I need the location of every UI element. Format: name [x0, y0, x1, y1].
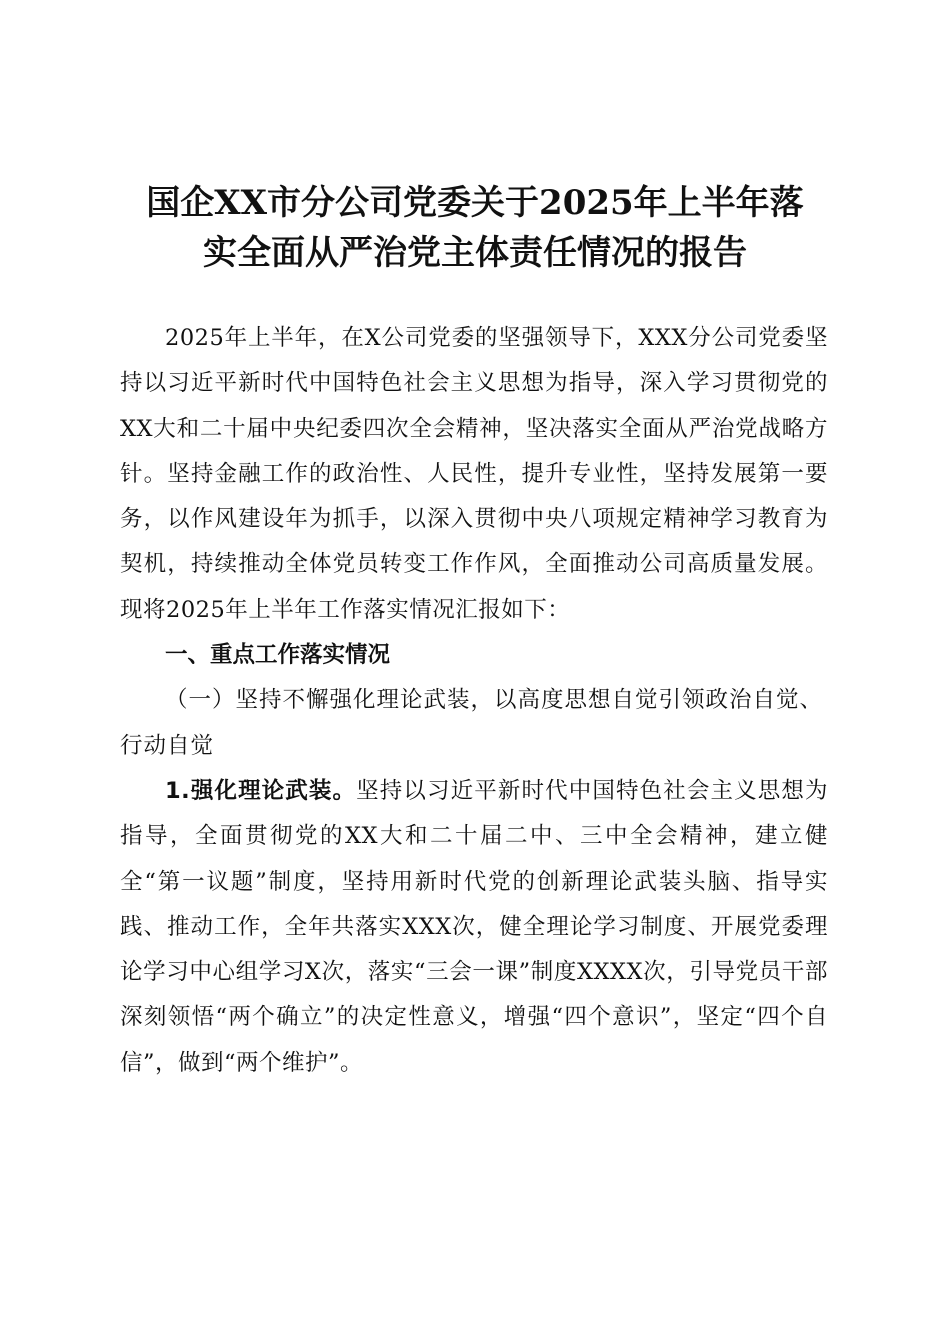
title-line-2: 实全面从严治党主体责任情况的报告 [203, 233, 747, 273]
title-line-1: 国企XX市分公司党委关于2025年上半年落 [146, 183, 804, 223]
section-heading-1: 一、重点工作落实情况 [165, 642, 391, 669]
document-body [120, 316, 828, 1086]
item-1-paragraph [120, 769, 828, 1086]
item-1-text: 坚持以习近平新时代中国特色社会主义思想为指导，全面贯彻党的XX大和二十届二中、三中全会精神，建立健全“第一议题”制度，坚持用新时代党的创新理论武装头脑、指导实践、推动工作，全年共落实XXX次，健全理论学习制度、开展党委理论学习中心组学习X次，落实“三会一课”制度XXXX次，引导党员干部深刻领悟“两个确立”的决定性意义，增强“四个意识”，坚定“四个自信”，做到“两个维护”。 [120, 777, 828, 1076]
intro-paragraph: 2025年上半年，在X公司党委的坚强领导下，XXX分公司党委坚持以习近平新时代中国特色社会主义思想为指导，深入学习贯彻党的XX大和二十届中央纪委四次全会精神，坚决落实全面从严治党战略方针。坚持金融工作的政治性、人民性，提升专业性，坚持发展第一要务，以作风建设年为抓手，以深入贯彻中央八项规定精神学习教育为契机，持续推动全体党员转变工作作风，全面推动公司高质量发展。现将2025年上半年工作落实情况汇报如下： [120, 325, 828, 623]
document-title [120, 178, 830, 278]
subsection-heading-1: （一）坚持不懈强化理论武装，以高度思想自觉引领政治自觉、行动自觉 [120, 687, 824, 759]
item-1-label: 1.强化理论武装。 [165, 777, 357, 804]
